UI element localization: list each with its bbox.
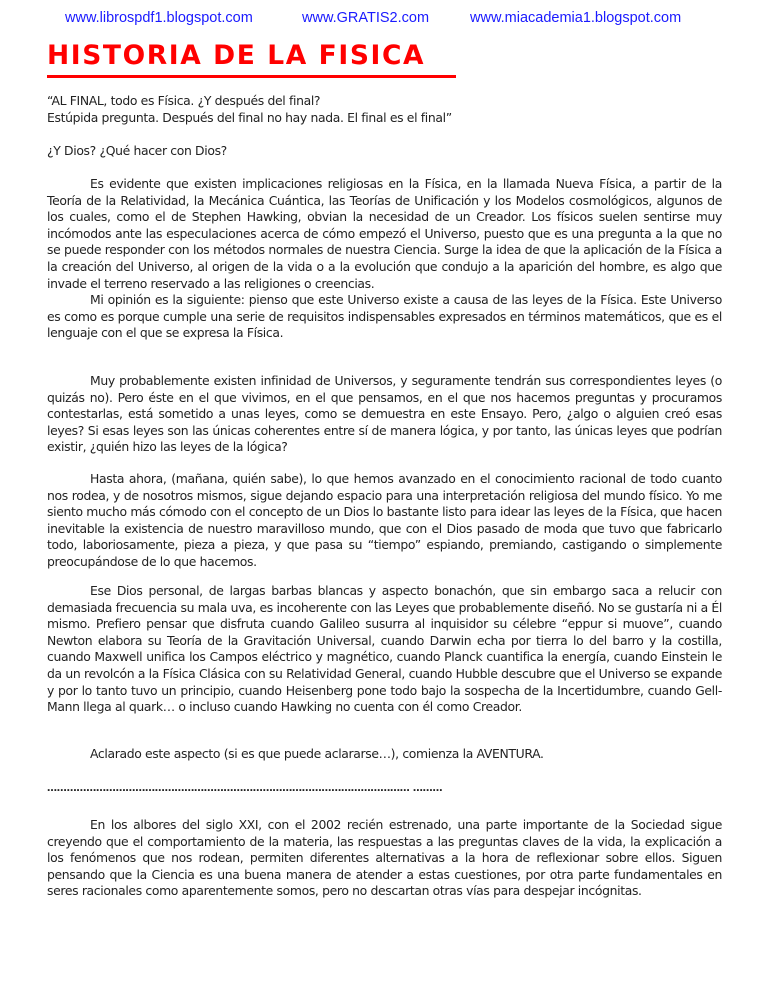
paragraph-text: Muy probablemente existen infinidad de Universos, y seguramente tendrán sus correspondientes leyes (o quizás no). Pero éste en el que vivimos, en el que pensamos, en el que nos hacemos preguntas y procuramos contestarlas, está sometido a unas leyes, como se demuestra en este Ensayo. Pero, ¿algo o alguien creó esas leyes? Si esas leyes son las únicas coherentes entre sí de manera lógica, y por tanto, las únicas leyes que podrían existir, ¿quién hizo las leyes de la lógica?: [47, 373, 722, 455]
paragraph-6: [47, 746, 722, 763]
header-link-gratis2[interactable]: www.GRATIS2.com: [302, 10, 430, 26]
paragraph-5: [47, 583, 722, 716]
closing-paragraph: [47, 817, 722, 900]
title-underline: [47, 75, 456, 78]
quote-line-1: “AL FINAL, todo es Física. ¿Y después del final?: [47, 93, 321, 108]
header-link-librospdf1[interactable]: www.librospdf1.blogspot.com: [65, 10, 253, 26]
section-separator: ………………………………………………………………………………………………… ………: [47, 783, 443, 794]
paragraph-text: Es evidente que existen implicaciones religiosas en la Física, en la llamada Nueva Física, a partir de la Teoría de la Relatividad, la Mecánica Cuántica, las Teorías de Unificación y los Modelos cosmológicos, algunos de los cuales, como el de Stephen Hawking, obvian la necesidad de un Creador. Los físicos suelen sentirse muy incómodos ante las especulaciones acerca de cómo empezó el Universo, puesto que es una pregunta a la que no se puede responder con los métodos normales de nuestra Ciencia. Surge la idea de que la aplicación de la Física a la creación del Universo, al origen de la vida o a la evolución que condujo a la aparición del hombre, es algo que invade el terreno reservado a las religiones o creencias.: [47, 176, 722, 291]
header-link-miacademia1[interactable]: www.miacademia1.blogspot.com: [470, 10, 682, 26]
question-text: ¿Y Dios? ¿Qué hacer con Dios?: [47, 143, 227, 158]
document-title: HISTORIA DE LA FISICA: [47, 40, 426, 71]
paragraph-text: En los albores del siglo XXI, con el 2002 recién estrenado, una parte importante de la Sociedad sigue creyendo que el comportamiento de la materia, las respuestas a las preguntas claves de la vida, la explicación a los fenómenos que nos rodean, permiten diferentes alternativas a la hora de reflexionar sobre ellos. Siguen pensando que la Ciencia es una buena manera de atender a estas cuestiones, por otra parte fundamentales en seres racionales como aparentemente somos, pero no descartan otras vías para despejar incógnitas.: [47, 817, 722, 899]
paragraph-text: Ese Dios personal, de largas barbas blancas y aspecto bonachón, que sin embargo saca a relucir con demasiada frecuencia su mala uva, es incoherente con las Leyes que probablemente diseñó. No se gustaría ni a Él mismo. Prefiero pensar que disfruta cuando Galileo susurra al inquisidor su célebre “eppur si muove”, cuando Newton elabora su Teoría de la Gravitación Universal, cuando Darwin echa por tierra lo del barro y la costilla, cuando Maxwell unifica los Campos eléctrico y magnético, cuando Planck cuantifica la energía, cuando Einstein le da un revolcón a la Física Clásica con su Relatividad General, cuando Hubble descubre que el Universo se expande y por lo tanto tuvo un principio, cuando Heisenberg pone todo bajo la sospecha de la Incertidumbre, cuando Gell-Mann llega al quark… o incluso cuando Hawking no cuenta con él como Creador.: [47, 583, 722, 715]
epigraph-quote: [47, 93, 722, 126]
section-question: [47, 143, 722, 160]
paragraph-2: [47, 292, 722, 342]
paragraph-text: Aclarado este aspecto (si es que puede aclararse…), comienza la AVENTURA.: [90, 746, 544, 761]
paragraph-3: [47, 373, 722, 456]
paragraph-text: Mi opinión es la siguiente: pienso que este Universo existe a causa de las leyes de la Física. Este Universo es como es porque cumple una serie de requisitos indispensables expresados en términos matemáticos, que es el lenguaje con el que se expresa la Física.: [47, 292, 722, 341]
quote-line-2: Estúpida pregunta. Después del final no hay nada. El final es el final”: [47, 109, 452, 125]
paragraph-4: [47, 471, 722, 571]
paragraph-1: [47, 176, 722, 292]
paragraph-text: Hasta ahora, (mañana, quién sabe), lo que hemos avanzado en el conocimiento racional de todo cuanto nos rodea, y de nosotros mismos, sigue dejando espacio para una interpretación religiosa del mundo físico. Yo me siento mucho más cómodo con el concepto de un Dios lo bastante listo para idear las leyes de la Física, que hacen inevitable la existencia de nuestro maravilloso mundo, que con el Dios pasado de moda que tuvo que fabricarlo todo, laboriosamente, pieza a pieza, y que pasa su “tiempo” espiando, premiando, castigando o simplemente preocupándose de lo que hacemos.: [47, 471, 722, 569]
